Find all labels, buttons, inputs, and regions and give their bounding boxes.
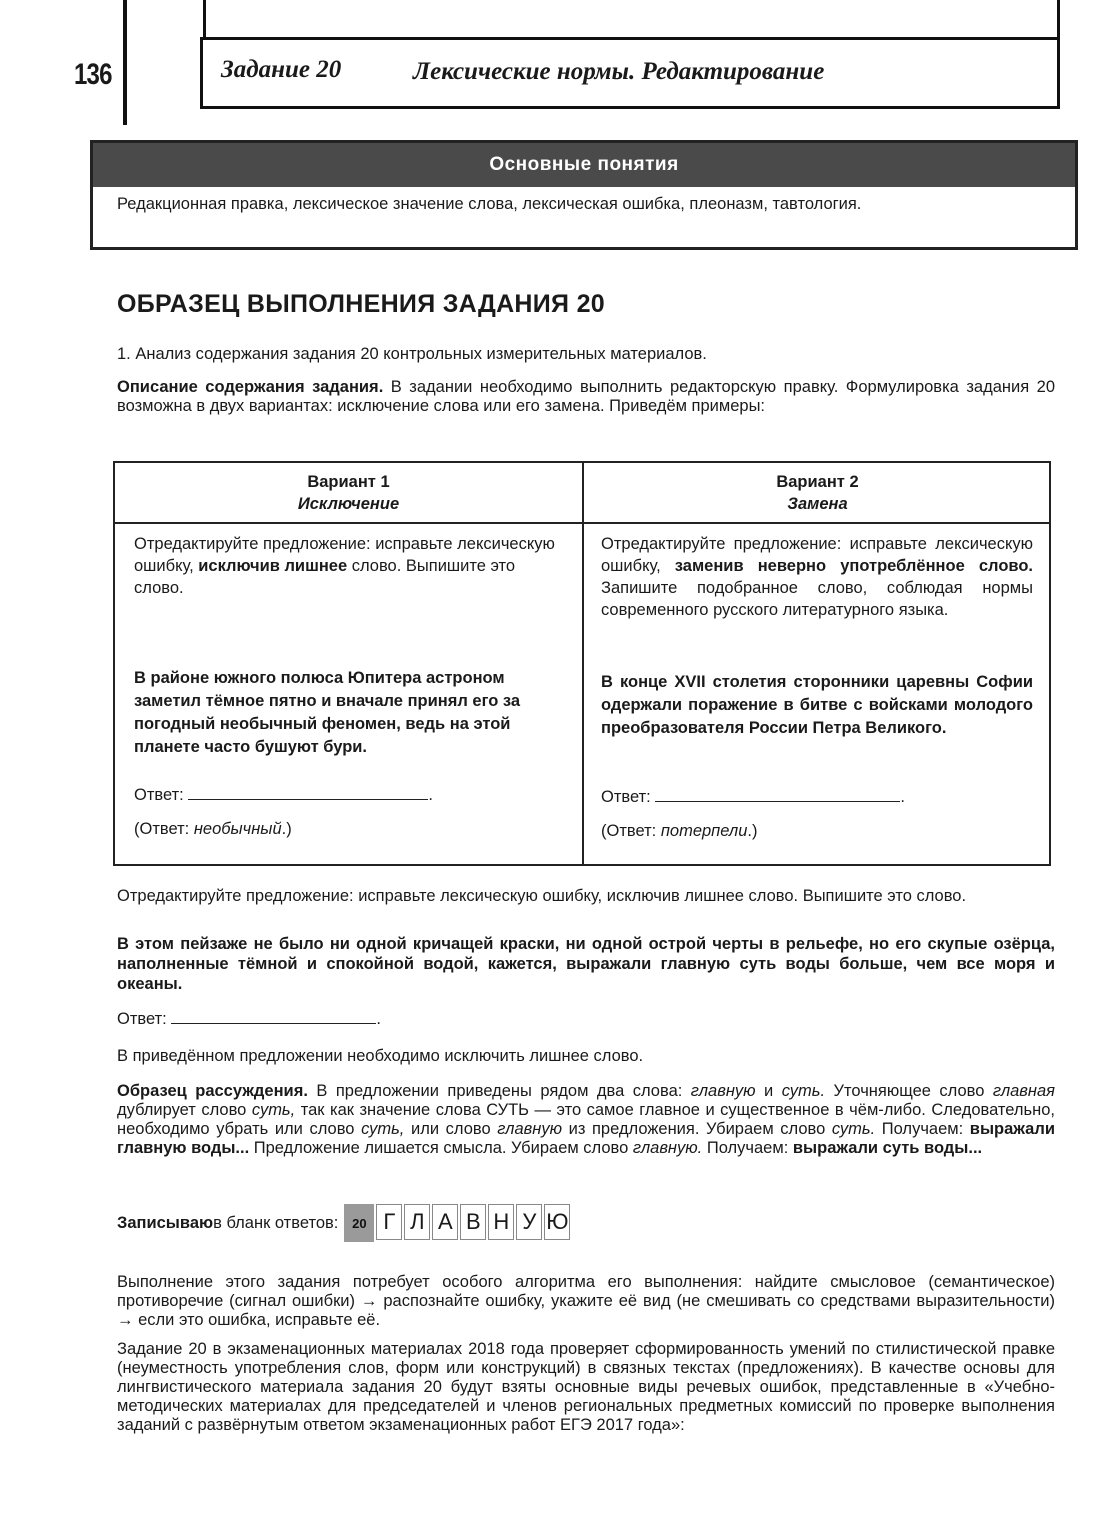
blank-letter-cell: Ю: [544, 1204, 570, 1240]
instruction-emphasis: исключив лишнее: [198, 557, 348, 575]
blank-letter-cell: Л: [404, 1204, 430, 1240]
task-label: Задание 20: [221, 56, 342, 83]
table-divider: [115, 522, 1049, 524]
point-1: 1. Анализ содержания задания 20 контрольных измерительных материалов.: [117, 345, 707, 363]
answer-field[interactable]: [171, 1007, 376, 1024]
reasoning-text: и: [755, 1082, 782, 1100]
task-description: [117, 378, 1055, 416]
blank-label-bold: Записываю: [117, 1213, 214, 1232]
answer-text: .): [281, 820, 292, 838]
blank-task-number: 20: [344, 1204, 374, 1242]
variants-table: [113, 461, 1051, 866]
variant-1-header: [115, 471, 582, 515]
answer-label: Ответ:: [117, 1010, 167, 1028]
closing-paragraph-1: Выполнение этого задания потребует особого алгоритма его выполнения: найдите смысловое (семантическое) противоречие (сигнал ошибки) → распознайте ошибку, укажите её вид (не смешивать со средствами выразительности) → если это ошибка, исправьте её.: [117, 1273, 1055, 1329]
exercise-answer-line: Ответ: .: [117, 1007, 1055, 1029]
answer-text: (Ответ:: [134, 820, 194, 838]
answer-text: (Ответ:: [601, 822, 661, 840]
answer-field[interactable]: [655, 785, 900, 802]
reasoning-text: Получаем:: [875, 1120, 970, 1138]
exercise-sentence: В этом пейзаже не было ни одной кричащей краски, ни одной острой черты в рельефе, но его скупые озёрца, наполненные тёмной и спокойной водой, кажется, выражали главную суть воды больше, чем все моря и океаны.: [117, 935, 1055, 993]
exercise-note: В приведённом предложении необходимо исключить лишнее слово.: [117, 1047, 644, 1065]
reasoning-text: так как значение слова СУТЬ — это самое главное и существенное в чём-либо. Следовательно, необходимо убрать или слово: [117, 1101, 1055, 1138]
blank-letter-cell: У: [516, 1204, 542, 1240]
instruction-text: Отредактируйте предложение: исправьте лексическую ошибку,: [134, 535, 555, 575]
answer-text: .): [747, 822, 758, 840]
instruction-text: слово. Выпишите это слово.: [134, 557, 516, 597]
reasoning-text: дублирует слово: [117, 1101, 252, 1119]
margin-rule: [123, 0, 127, 125]
concepts-text: Редакционная правка, лексическое значение слова, лексическая ошибка, плеоназм, тавтология.: [117, 195, 862, 213]
instruction-text: Отредактируйте предложение: исправьте лексическую ошибку,: [601, 535, 1033, 575]
reasoning-word: суть,: [251, 1101, 296, 1119]
instruction-text: Запишите подобранное слово, соблюдая нормы современного русского литературного языка.: [601, 579, 1033, 619]
blank-letter-cell: Г: [376, 1204, 402, 1240]
reasoning-word: суть.: [831, 1120, 876, 1138]
answer-blank-row: [117, 1204, 570, 1242]
description-label: Описание содержания задания.: [117, 378, 384, 396]
blank-letter-cell: В: [460, 1204, 486, 1240]
reasoning-text: Предложение лишается смысла. Убираем слово: [249, 1139, 633, 1157]
reasoning-word: главную: [690, 1082, 756, 1100]
header-frame-line: [1057, 0, 1060, 40]
exercise-instruction: Отредактируйте предложение: исправьте лексическую ошибку, исключив лишнее слово. Выпишите это слово.: [117, 887, 967, 905]
task-title: Лексические нормы. Редактирование: [413, 58, 825, 85]
blank-label: в бланк ответов:: [213, 1213, 339, 1232]
section-heading: ОБРАЗЕЦ ВЫПОЛНЕНИЯ ЗАДАНИЯ 20: [117, 290, 605, 318]
description-text: В задании необходимо выполнить редакторскую правку. Формулировка задания 20 возможна в двух вариантах: исключение слова или его замена. Приведём примеры:: [117, 378, 1055, 415]
variant-1-subtitle: Исключение: [297, 495, 400, 513]
concepts-box: [90, 140, 1078, 250]
reasoning-text: Получаем:: [702, 1139, 793, 1157]
reasoning-result: выражали главную воды...: [117, 1120, 1055, 1157]
blank-letter-cell: Н: [488, 1204, 514, 1240]
reasoning-word: главную.: [632, 1139, 703, 1157]
variant-2-header: [584, 471, 1051, 515]
variant-1-instruction: [134, 533, 566, 599]
variant-2-subtitle: Замена: [787, 495, 848, 513]
variant-2-title: Вариант 2: [776, 473, 859, 491]
instruction-emphasis: заменив неверно употреблённое слово.: [674, 557, 1033, 575]
blank-letter-cell: А: [432, 1204, 458, 1240]
reasoning-text: Уточняющее слово: [825, 1082, 993, 1100]
variant-1-title: Вариант 1: [307, 473, 390, 491]
closing-paragraph-2: Задание 20 в экзаменационных материалах 2018 года проверяет сформированность умений по стилистической правке (неуместность употребления слов, форм или конструкций) в связных текстах (предложениях). В качестве основы для лингвистического материала задания 20 будут взяты основные виды речевых ошибок, представленные в «Учебно-методических материалах для председателей и членов региональных предметных комиссий по проверке выполнения заданий с развёрнутым ответом экзаменационных работ ЕГЭ 2017 года»:: [117, 1340, 1055, 1434]
answer-field[interactable]: [188, 783, 428, 800]
reasoning-word: главную: [497, 1120, 563, 1138]
answer-value: необычный: [193, 820, 282, 838]
variant-1-sentence: В районе южного полюса Юпитера астроном заметил тёмное пятно и вначале принял его за погодный необычный феномен, ведь на этой планете часто бушуют бури.: [134, 669, 521, 756]
reasoning-paragraph: [117, 1082, 1055, 1158]
page-number: 136: [74, 58, 112, 91]
variant-1-answer: [134, 818, 566, 840]
answer-value: потерпели: [660, 822, 748, 840]
reasoning-word: суть,: [361, 1120, 405, 1138]
header-frame-line: [203, 0, 206, 40]
variant-1-answer-line: Ответ: .: [134, 783, 566, 806]
reasoning-text: из предложения. Убираем слово: [562, 1120, 832, 1138]
reasoning-label: Образец рассуждения.: [117, 1082, 308, 1100]
reasoning-result: выражали суть воды...: [792, 1139, 983, 1157]
variant-2-answer-line: Ответ: .: [601, 785, 1033, 808]
reasoning-word: суть.: [781, 1082, 826, 1100]
reasoning-text: В предложении приведены рядом два слова:: [307, 1082, 691, 1100]
variant-2-sentence: В конце XVII столетия сторонники царевны Софии одержали поражение в битве с войсками молодого преобразователя России Петра Великого.: [601, 673, 1033, 737]
reasoning-text: или слово: [404, 1120, 498, 1138]
concepts-title: Основные понятия: [93, 143, 1075, 187]
variant-2-answer: [601, 820, 1033, 842]
task-header: [200, 37, 1060, 109]
reasoning-word: главная: [992, 1082, 1055, 1100]
answer-blank: [344, 1204, 570, 1242]
variant-2-instruction: [601, 533, 1033, 621]
answer-label: Ответ:: [601, 788, 651, 806]
answer-label: Ответ:: [134, 786, 184, 804]
